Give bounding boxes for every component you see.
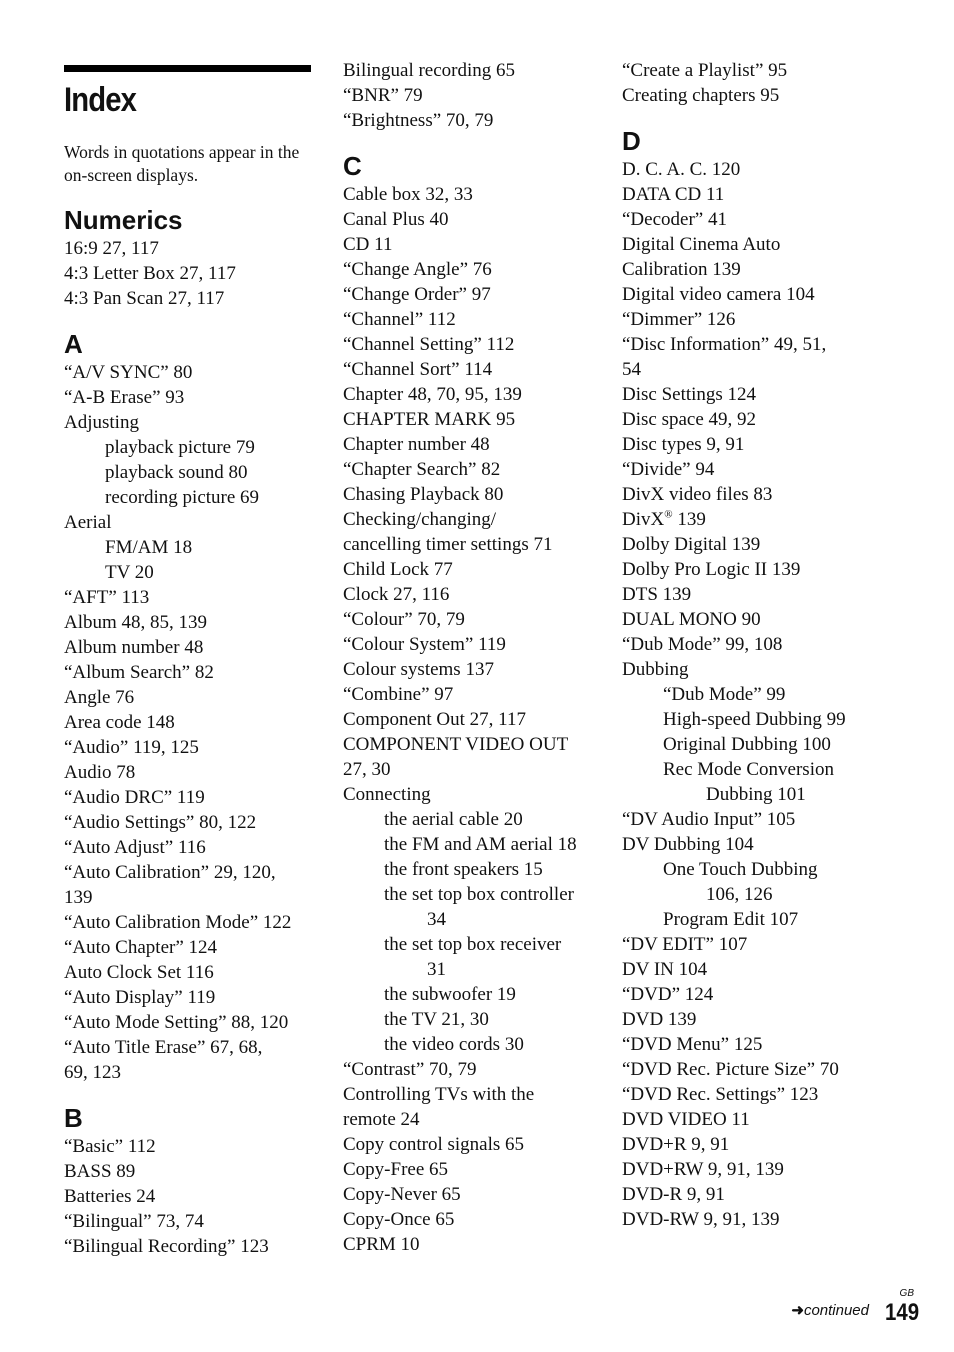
- index-entry: Chapter number 48: [343, 434, 490, 455]
- index-entry: DVD-R 9, 91: [622, 1184, 725, 1205]
- index-entry: “AFT” 113: [64, 587, 150, 608]
- entries-b-continued: [343, 58, 605, 133]
- index-entry: BASS 89: [64, 1161, 136, 1182]
- entries-d-part-2: [622, 532, 884, 1232]
- index-entry: Clock 27, 116: [343, 584, 450, 605]
- index-entry: “DV Audio Input” 105: [622, 809, 796, 830]
- index-entry: Copy-Free 65: [343, 1159, 449, 1180]
- index-entry: 69, 123: [64, 1062, 121, 1083]
- index-entry: Auto Clock Set 116: [64, 962, 214, 983]
- index-entry: “DVD Menu” 125: [622, 1034, 763, 1055]
- index-entry: “Auto Adjust” 116: [64, 837, 206, 858]
- index-entry: DV IN 104: [622, 959, 708, 980]
- index-entry: Component Out 27, 117: [343, 709, 526, 730]
- index-entry: Rec Mode Conversion: [663, 759, 834, 780]
- index-entry: DV Dubbing 104: [622, 834, 754, 855]
- index-entry: COMPONENT VIDEO OUT: [343, 734, 569, 755]
- index-entry: “Channel” 112: [343, 309, 456, 330]
- index-entry: “Audio Settings” 80, 122: [64, 812, 257, 833]
- index-entry: Album 48, 85, 139: [64, 612, 208, 633]
- index-entry: “DVD” 124: [622, 984, 714, 1005]
- arrow-right-icon: ➜: [791, 1302, 804, 1319]
- index-entry: “Auto Title Erase” 67, 68,: [64, 1037, 263, 1058]
- index-entry: Digital Cinema Auto: [622, 234, 781, 255]
- index-entry: the subwoofer 19: [384, 984, 516, 1005]
- index-entry: Child Lock 77: [343, 559, 453, 580]
- index-entry: the TV 21, 30: [384, 1009, 489, 1030]
- index-entry: “DVD Rec. Picture Size” 70: [622, 1059, 839, 1080]
- index-entry: “Create a Playlist” 95: [622, 60, 788, 81]
- page-number: 149: [884, 1299, 919, 1326]
- index-entry: “Auto Display” 119: [64, 987, 216, 1008]
- index-entry: cancelling timer settings 71: [343, 534, 553, 555]
- index-entry: the set top box receiver: [384, 934, 562, 955]
- index-column-2: [343, 58, 605, 1257]
- index-entry: Batteries 24: [64, 1186, 156, 1207]
- index-entry: “Auto Mode Setting” 88, 120: [64, 1012, 289, 1033]
- index-entry: 54: [622, 359, 641, 380]
- index-entry: DATA CD 11: [622, 184, 725, 205]
- index-entry: Digital video camera 104: [622, 284, 815, 305]
- index-entry: Connecting: [343, 784, 431, 805]
- index-entry: “Dimmer” 126: [622, 309, 736, 330]
- index-entry: Area code 148: [64, 712, 175, 733]
- index-entry: the set top box controller: [384, 884, 574, 905]
- index-entry: Dubbing: [622, 659, 689, 680]
- index-entry: 16:9 27, 117: [64, 238, 159, 259]
- index-entry: One Touch Dubbing: [663, 859, 818, 880]
- index-column-3: [622, 58, 884, 1232]
- index-entry: Copy control signals 65: [343, 1134, 525, 1155]
- registered-mark: ®: [664, 508, 673, 521]
- index-entry: “DVD Rec. Settings” 123: [622, 1084, 819, 1105]
- index-entry: FM/AM 18: [105, 537, 193, 558]
- index-entry: “Brightness” 70, 79: [343, 110, 494, 131]
- index-entry: “Auto Calibration” 29, 120,: [64, 862, 276, 883]
- index-column-1: [64, 58, 320, 1259]
- index-entry: Copy-Once 65: [343, 1209, 455, 1230]
- index-entry: “A/V SYNC” 80: [64, 362, 193, 383]
- index-entry: “A-B Erase” 93: [64, 387, 185, 408]
- index-entry: 31: [427, 959, 446, 980]
- index-entry: DUAL MONO 90: [622, 609, 761, 630]
- index-entry: DVD 139: [622, 1009, 697, 1030]
- index-entry: “Change Order” 97: [343, 284, 491, 305]
- index-entry: “Auto Calibration Mode” 122: [64, 912, 292, 933]
- index-entry: CPRM 10: [343, 1234, 420, 1255]
- index-entry-divx: DivX® 139: [622, 508, 706, 530]
- index-entry: “Colour” 70, 79: [343, 609, 465, 630]
- index-entry: D. C. A. C. 120: [622, 159, 741, 180]
- index-entry: 106, 126: [706, 884, 773, 905]
- page-title: Index: [64, 81, 137, 119]
- index-entry: “Dub Mode” 99, 108: [622, 634, 783, 655]
- index-entry: Album number 48: [64, 637, 204, 658]
- index-entry: “Audio” 119, 125: [64, 737, 199, 758]
- index-entry: Dolby Digital 139: [622, 534, 761, 555]
- index-entry: DVD+RW 9, 91, 139: [622, 1159, 784, 1180]
- index-entry: Adjusting: [64, 412, 139, 433]
- index-entry: Disc Settings 124: [622, 384, 757, 405]
- index-entry: “Contrast” 70, 79: [343, 1059, 477, 1080]
- title-rule: [64, 65, 311, 72]
- section-heading-numerics: Numerics: [64, 205, 183, 235]
- index-entry: “Bilingual” 73, 74: [64, 1211, 204, 1232]
- index-entry: Audio 78: [64, 762, 136, 783]
- index-entry: “Album Search” 82: [64, 662, 214, 683]
- index-entry: 4:3 Letter Box 27, 117: [64, 263, 236, 284]
- index-entry: Aerial: [64, 512, 112, 533]
- index-entry: “Channel Sort” 114: [343, 359, 493, 380]
- index-entry: “Change Angle” 76: [343, 259, 492, 280]
- index-entry: DVD VIDEO 11: [622, 1109, 750, 1130]
- index-entry: “Dub Mode” 99: [663, 684, 786, 705]
- index-intro: Words in quotations appear in the on-screen displays.: [64, 142, 300, 185]
- index-entry: DivX video files 83: [622, 484, 773, 505]
- index-entry: 139: [64, 887, 93, 908]
- index-entry: Dubbing 101: [706, 784, 806, 805]
- index-entry: “Audio DRC” 119: [64, 787, 205, 808]
- continued-note: ➜continued: [791, 1302, 869, 1319]
- index-entry: CHAPTER MARK 95: [343, 409, 516, 430]
- index-entry: Cable box 32, 33: [343, 184, 473, 205]
- entries-b: [64, 1134, 320, 1259]
- index-entry: “Basic” 112: [64, 1136, 156, 1157]
- index-entry: Canal Plus 40: [343, 209, 449, 230]
- entries-numerics: [64, 236, 320, 311]
- index-entry: Controlling TVs with the: [343, 1084, 535, 1105]
- index-entry: Program Edit 107: [663, 909, 799, 930]
- index-entry: DTS 139: [622, 584, 692, 605]
- index-entry: Colour systems 137: [343, 659, 494, 680]
- entries-a: [64, 360, 320, 1085]
- index-entry: Copy-Never 65: [343, 1184, 461, 1205]
- index-entry: DVD-RW 9, 91, 139: [622, 1209, 780, 1230]
- index-entry: playback sound 80: [105, 462, 248, 483]
- index-entry: TV 20: [105, 562, 154, 583]
- entries-d-part-1: [622, 157, 884, 507]
- index-entry: DVD+R 9, 91: [622, 1134, 730, 1155]
- index-entry: remote 24: [343, 1109, 420, 1130]
- index-entry: Chapter 48, 70, 95, 139: [343, 384, 522, 405]
- entries-c: [343, 182, 605, 1257]
- index-entry: Chasing Playback 80: [343, 484, 504, 505]
- index-entry: Creating chapters 95: [622, 85, 780, 106]
- index-entry: “Colour System” 119: [343, 634, 506, 655]
- index-entry: the aerial cable 20: [384, 809, 523, 830]
- index-entry: “Auto Chapter” 124: [64, 937, 218, 958]
- index-entry: Checking/changing/: [343, 509, 497, 530]
- entries-c-continued: [622, 58, 884, 108]
- index-entry: the FM and AM aerial 18: [384, 834, 577, 855]
- index-entry: “Chapter Search” 82: [343, 459, 501, 480]
- index-entry: High-speed Dubbing 99: [663, 709, 846, 730]
- index-entry: Angle 76: [64, 687, 135, 708]
- section-heading-a: A: [64, 329, 83, 359]
- index-entry: 4:3 Pan Scan 27, 117: [64, 288, 225, 309]
- region-code: GB: [899, 1288, 914, 1299]
- index-entry: “DV EDIT” 107: [622, 934, 748, 955]
- index-entry: recording picture 69: [105, 487, 260, 508]
- index-entry: “Divide” 94: [622, 459, 715, 480]
- section-heading-c: C: [343, 151, 362, 181]
- index-entry: Dolby Pro Logic II 139: [622, 559, 801, 580]
- index-entry: 34: [427, 909, 446, 930]
- index-entry: “BNR” 79: [343, 85, 423, 106]
- index-entry: “Disc Information” 49, 51,: [622, 334, 827, 355]
- index-entry: 27, 30: [343, 759, 391, 780]
- index-entry: playback picture 79: [105, 437, 255, 458]
- index-entry: “Channel Setting” 112: [343, 334, 515, 355]
- section-heading-d: D: [622, 126, 641, 156]
- index-entry: Bilingual recording 65: [343, 60, 516, 81]
- index-entry: CD 11: [343, 234, 393, 255]
- index-entry: “Combine” 97: [343, 684, 454, 705]
- index-entry: “Bilingual Recording” 123: [64, 1236, 269, 1257]
- index-entry: Disc types 9, 91: [622, 434, 745, 455]
- index-entry: “Decoder” 41: [622, 209, 727, 230]
- index-entry: Original Dubbing 100: [663, 734, 831, 755]
- section-heading-b: B: [64, 1103, 83, 1133]
- index-entry: Disc space 49, 92: [622, 409, 757, 430]
- index-entry: Calibration 139: [622, 259, 741, 280]
- index-entry: the video cords 30: [384, 1034, 524, 1055]
- index-entry: the front speakers 15: [384, 859, 543, 880]
